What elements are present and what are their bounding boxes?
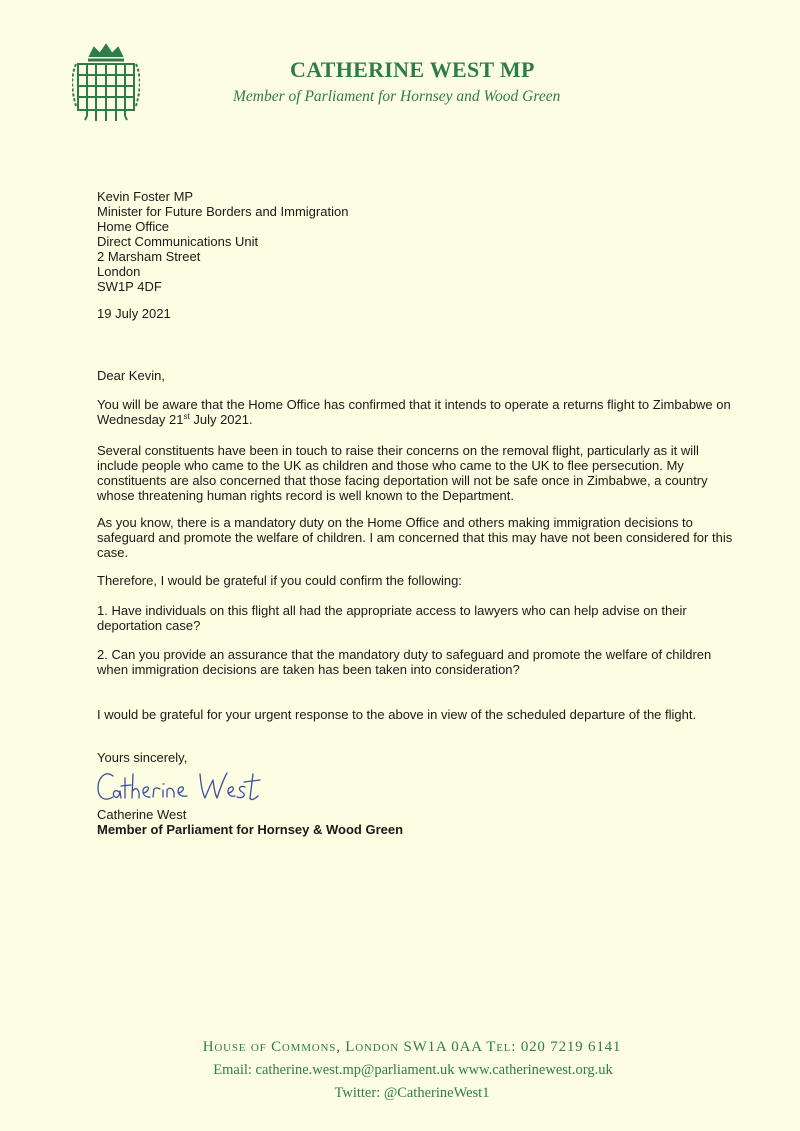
paragraph-urgent-response: I would be grateful for your urgent response to the above in view of the scheduled departure of the flight. bbox=[97, 707, 697, 722]
address-line: Kevin Foster MP bbox=[97, 189, 194, 204]
question-2: 2. Can you provide an assurance that the mandatory duty to safeguard and promote the welfare of children when immigration decisions are taken has been taken into consideration? bbox=[97, 647, 712, 677]
paragraph-text: July 2021. bbox=[189, 412, 253, 427]
paragraph-constituent-concerns: Several constituents have been in touch to raise their concerns on the removal flight, particularly as it will include people who came to the UK as children and those who came to the UK to flee persecution. My constituents are also concerned that those facing deportation will not be safe once in Zimbabwe, a country whose threatening human rights record is well known to the Department. bbox=[97, 443, 708, 503]
signatory-name: Catherine West bbox=[97, 807, 187, 822]
address-line: 2 Marsham Street bbox=[97, 249, 201, 264]
question-1: 1. Have individuals on this flight all had the appropriate access to lawyers who can help advise on their deportation case? bbox=[97, 603, 687, 633]
address-line: London bbox=[97, 264, 141, 279]
footer-twitter: Twitter: @CatherineWest1 bbox=[334, 1085, 490, 1101]
salutation: Dear Kevin, bbox=[97, 368, 165, 383]
letterhead-subtitle: Member of Parliament for Hornsey and Wood Green bbox=[233, 88, 561, 105]
signatory-title: Member of Parliament for Hornsey & Wood Green bbox=[97, 822, 404, 837]
paragraph-request-intro: Therefore, I would be grateful if you could confirm the following: bbox=[97, 573, 462, 588]
portcullis-icon bbox=[72, 42, 140, 122]
paragraph-flight-notice bbox=[97, 397, 737, 427]
address-line: SW1P 4DF bbox=[97, 279, 162, 294]
address-line: Home Office bbox=[97, 219, 170, 234]
footer-contact: Email: catherine.west.mp@parliament.uk www.catherinewest.org.uk bbox=[213, 1062, 613, 1078]
footer-address: House of Commons, London SW1A 0AA Tel: 020 7219 6141 bbox=[202, 1039, 622, 1055]
ordinal-suffix: st bbox=[183, 412, 190, 421]
letter-date: 19 July 2021 bbox=[97, 306, 171, 321]
address-line: Direct Communications Unit bbox=[97, 234, 259, 249]
recipient-address bbox=[97, 189, 737, 294]
closing: Yours sincerely, bbox=[97, 750, 188, 765]
paragraph-text: You will be aware that the Home Office has confirmed that it intends to operate a returns flight to Zimbabwe on Wednesday 21 bbox=[97, 397, 731, 427]
paragraph-mandatory-duty: As you know, there is a mandatory duty on the Home Office and others making immigration decisions to safeguard and promote the welfare of children. I am concerned that this may have not been considered for this case. bbox=[97, 515, 733, 560]
handwritten-signature bbox=[95, 764, 270, 809]
address-line: Minister for Future Borders and Immigration bbox=[97, 204, 349, 219]
letterhead-name: CATHERINE WEST MP bbox=[290, 57, 535, 82]
